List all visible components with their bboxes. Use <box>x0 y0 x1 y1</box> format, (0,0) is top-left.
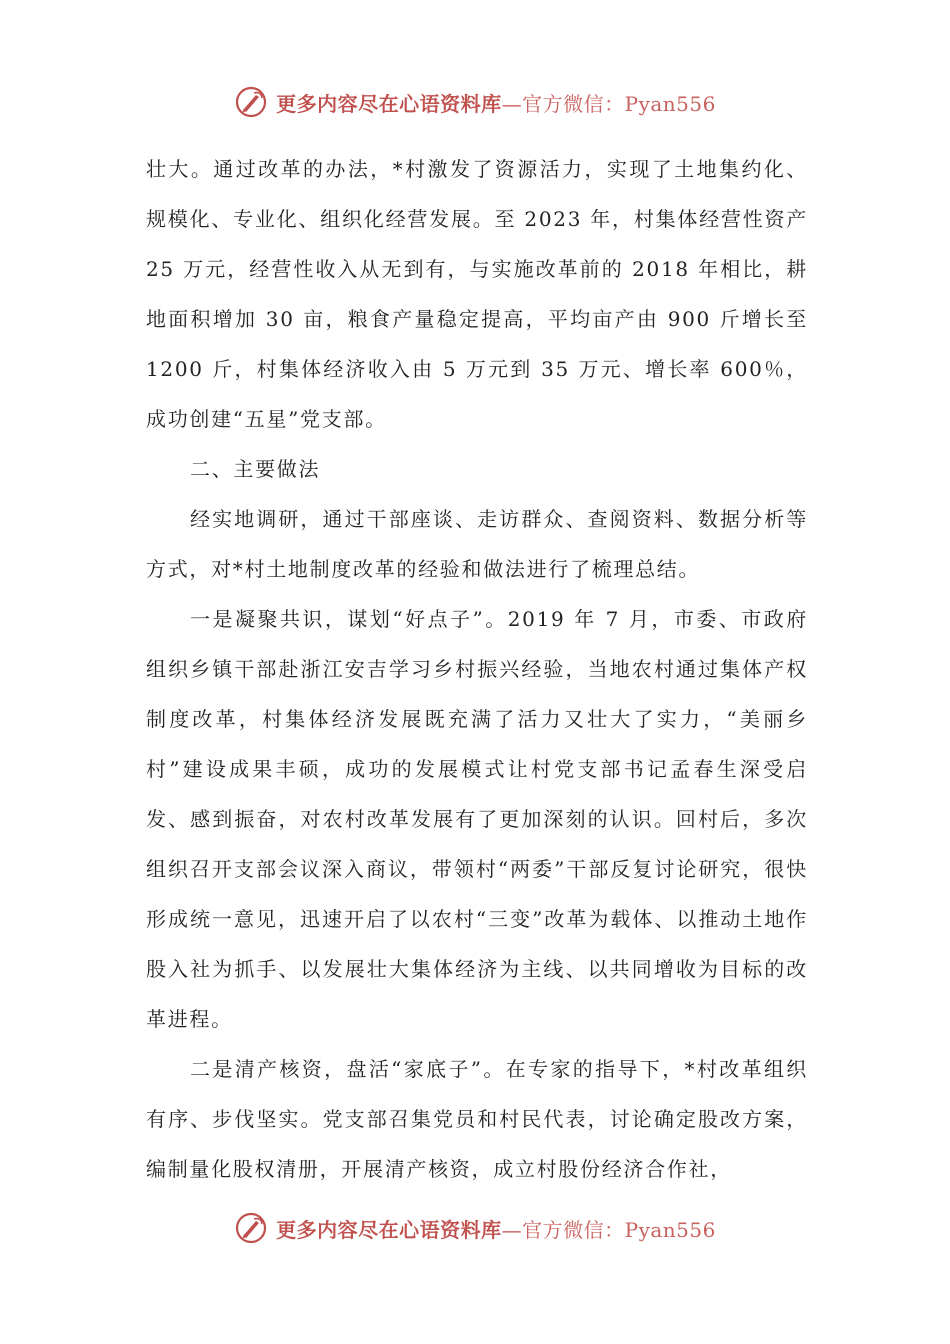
pen-logo-icon <box>234 85 268 119</box>
footer-watermark <box>0 1208 950 1248</box>
paragraph-summary: 壮大。通过改革的办法，*村激发了资源活力，实现了土地集约化、规模化、专业化、组织化经营发展。至 2023 年，村集体经营性资产 25 万元，经营性收入从无到有，与实施改革前的 2018 年相比，耕地面积增加 30 亩，粮食产量稳定提高，平均亩产由 900 斤增长至 1200 斤，村集体经济收入由 5 万元到 35 万元、增长率 600％，成功创建“五星”党支部。 <box>146 157 808 431</box>
watermark-text <box>276 1214 716 1243</box>
document-body <box>146 144 808 1194</box>
header-watermark <box>0 82 950 122</box>
watermark-dash: — <box>501 91 523 116</box>
watermark-text <box>276 88 716 117</box>
section-heading: 二、主要做法 <box>190 457 321 481</box>
watermark-dash: — <box>501 1217 523 1242</box>
watermark-contact: 官方微信：Pyan556 <box>522 1217 716 1242</box>
paragraph-point-two: 二是清产核资，盘活“家底子”。在专家的指导下，*村改革组织有序、步伐坚实。党支部召集党员和村民代表，讨论确定股改方案，编制量化股权清册，开展清产核资，成立村股份经济合作社， <box>146 1057 808 1181</box>
watermark-brand: 更多内容尽在心语资料库 <box>276 1217 502 1242</box>
watermark-brand: 更多内容尽在心语资料库 <box>276 91 502 116</box>
watermark-contact: 官方微信：Pyan556 <box>522 91 716 116</box>
paragraph-intro: 经实地调研，通过干部座谈、走访群众、查阅资料、数据分析等方式，对*村土地制度改革的经验和做法进行了梳理总结。 <box>146 507 808 581</box>
paragraph-point-one: 一是凝聚共识，谋划“好点子”。2019 年 7 月，市委、市政府组织乡镇干部赴浙江安吉学习乡村振兴经验，当地农村通过集体产权制度改革，村集体经济发展既充满了活力又壮大了实力，“美丽乡村”建设成果丰硕，成功的发展模式让村党支部书记孟春生深受启发、感到振奋，对农村改革发展有了更加深刻的认识。回村后，多次组织召开支部会议深入商议，带领村“两委”干部反复讨论研究，很快形成统一意见，迅速开启了以农村“三变”改革为载体、以推动土地作股入社为抓手、以发展壮大集体经济为主线、以共同增收为目标的改革进程。 <box>146 607 808 1031</box>
pen-logo-icon <box>234 1211 268 1245</box>
